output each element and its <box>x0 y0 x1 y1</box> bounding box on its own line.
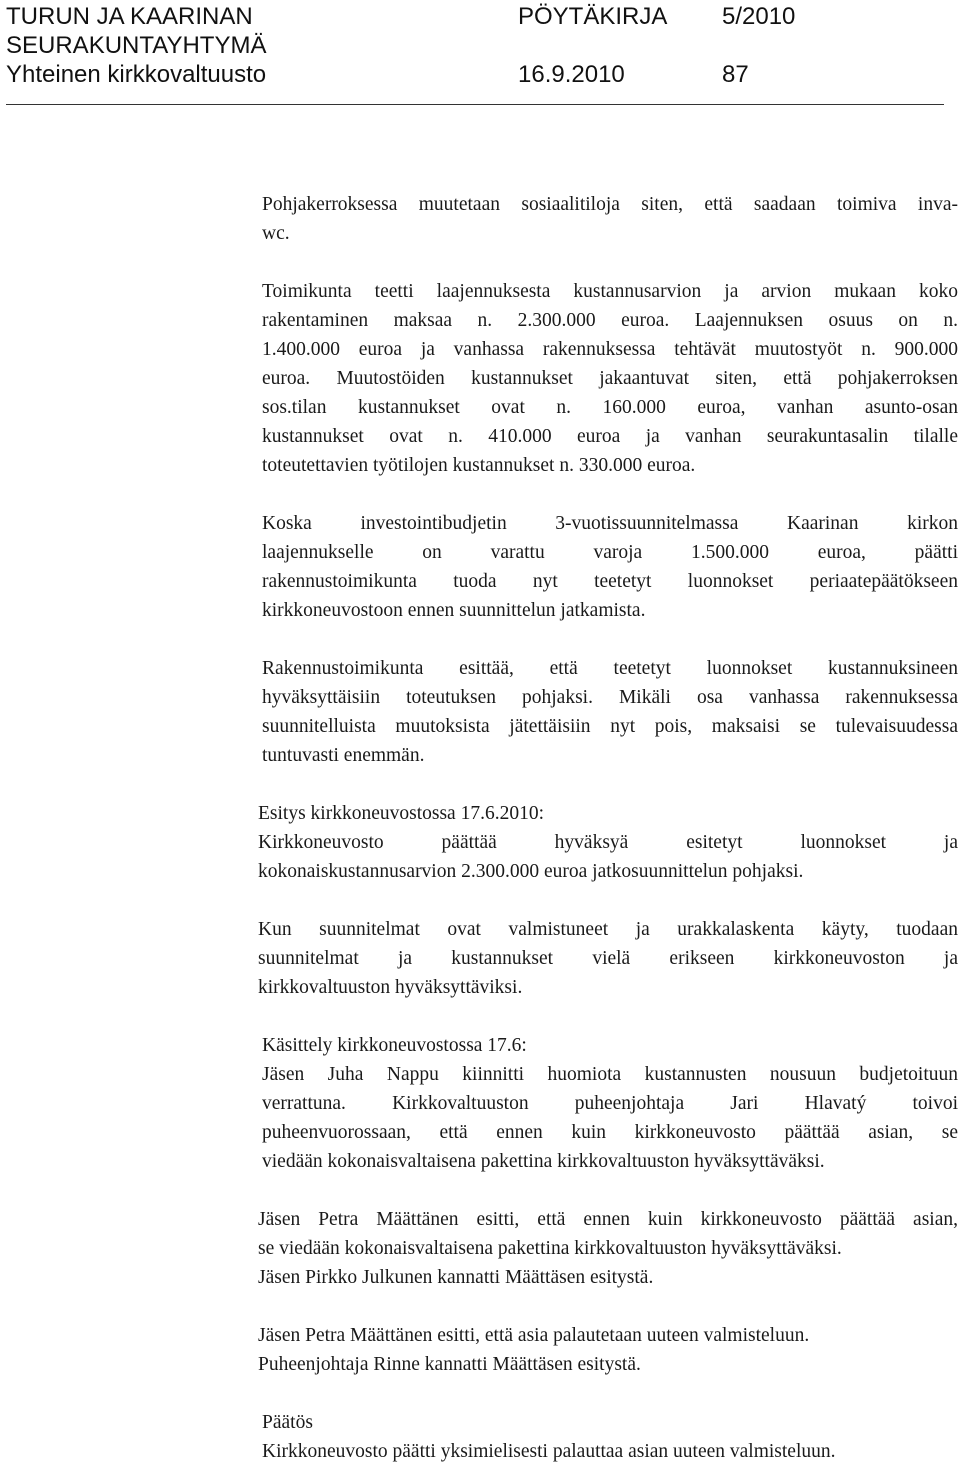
page-number: 87 <box>722 61 749 88</box>
text-line: kirkkoneuvostoon ennen suunnittelun jatkamista. <box>262 600 646 621</box>
text-line: laajennukselle on varattu varoja 1.500.000 euroa, päätti <box>262 542 958 563</box>
paragraph <box>262 277 958 480</box>
header-row-1 <box>6 2 960 31</box>
text-line: tuntuvasti enemmän. <box>262 745 425 766</box>
text-line: toteutettavien työtilojen kustannukset n. 330.000 euroa. <box>262 455 696 476</box>
paragraph <box>262 654 958 770</box>
paragraph <box>258 1321 958 1379</box>
paragraph <box>262 1031 958 1176</box>
text-line: suunnitelluista muutoksista jätettäisiin nyt pois, maksaisi se tulevaisuudessa <box>262 716 958 737</box>
text-line: kustannukset ovat n. 410.000 euroa ja vanhan seurakuntasalin tilalle <box>262 426 958 447</box>
header-divider <box>6 104 944 105</box>
text-line: Toimikunta teetti laajennuksesta kustannusarvion ja arvion mukaan koko <box>262 281 958 302</box>
text-line: Jäsen Petra Määttänen esitti, että asia palautetaan uuteen valmisteluun. <box>258 1325 810 1346</box>
text-line: se viedään kokonaisvaltaisena pakettina kirkkovaltuuston hyväksyttäväksi. <box>258 1238 842 1259</box>
document-number: 5/2010 <box>722 3 796 30</box>
text-line: 1.400.000 euroa ja vanhassa rakennuksessa tehtävät muutostyöt n. 900.000 <box>262 339 958 360</box>
text-line: puheenvuorossaan, että ennen kuin kirkkoneuvosto päättää asian, se <box>262 1122 958 1143</box>
text-line: wc. <box>262 223 290 244</box>
text-line: kokonaiskustannusarvion 2.300.000 euroa jatkosuunnittelun pohjaksi. <box>258 861 804 882</box>
section-heading: Käsittely kirkkoneuvostossa 17.6: <box>262 1035 527 1056</box>
text-line: Pohjakerroksessa muutetaan sosiaalitiloja siten, että saadaan toimiva inva- <box>262 194 958 215</box>
paragraph <box>262 190 958 248</box>
text-line: viedään kokonaisvaltaisena pakettina kirkkovaltuuston hyväksyttäväksi. <box>262 1151 825 1172</box>
document-body <box>0 190 960 1466</box>
text-line: Kun suunnitelmat ovat valmistuneet ja urakkalaskenta käyty, tuodaan <box>258 919 958 940</box>
text-line: sos.tilan kustannukset ovat n. 160.000 euroa, vanhan asunto-osan <box>262 397 958 418</box>
organization-name: TURUN JA KAARINAN <box>6 3 253 30</box>
paragraph <box>262 1408 958 1466</box>
text-line: Kirkkoneuvosto päätti yksimielisesti palauttaa asian uuteen valmisteluun. <box>262 1441 836 1462</box>
text-line: Koska investointibudjetin 3-vuotissuunnitelmassa Kaarinan kirkon <box>262 513 958 534</box>
text-line: Rakennustoimikunta esittää, että teetetyt luonnokset kustannuksineen <box>262 658 958 679</box>
document-header <box>6 2 960 89</box>
document-type: PÖYTÄKIRJA <box>518 3 668 30</box>
header-row-3 <box>6 60 960 89</box>
paragraph <box>258 915 958 1002</box>
text-line: Jäsen Pirkko Julkunen kannatti Määttäsen esitystä. <box>258 1267 654 1288</box>
paragraph <box>258 799 958 886</box>
header-row-2 <box>6 31 960 60</box>
text-line: Kirkkoneuvosto päättää hyväksyä esitetyt luonnokset ja <box>258 832 958 853</box>
text-line: verrattuna. Kirkkovaltuuston puheenjohtaja Jari Hlavatý toivoi <box>262 1093 958 1114</box>
text-line: rakentaminen maksaa n. 2.300.000 euroa. Laajennuksen osuus on n. <box>262 310 958 331</box>
paragraph <box>258 1205 958 1292</box>
meeting-date: 16.9.2010 <box>518 61 625 88</box>
text-line: Puheenjohtaja Rinne kannatti Määttäsen esitystä. <box>258 1354 641 1375</box>
section-heading: Esitys kirkkoneuvostossa 17.6.2010: <box>258 803 544 824</box>
text-line: hyväksyttäisiin toteutuksen pohjaksi. Mikäli osa vanhassa rakennuksessa <box>262 687 958 708</box>
text-line: euroa. Muutostöiden kustannukset jakaantuvat siten, että pohjakerroksen <box>262 368 958 389</box>
paragraph <box>262 509 958 625</box>
organization-name-line2: SEURAKUNTAYHTYMÄ <box>6 32 267 59</box>
text-line: suunnitelmat ja kustannukset vielä erikseen kirkkoneuvoston ja <box>258 948 958 969</box>
text-line: Jäsen Petra Määttänen esitti, että ennen kuin kirkkoneuvosto päättää asian, <box>258 1209 958 1230</box>
text-line: rakennustoimikunta tuoda nyt teetetyt luonnokset periaatepäätökseen <box>262 571 958 592</box>
text-line: kirkkovaltuuston hyväksyttäviksi. <box>258 977 523 998</box>
governing-body: Yhteinen kirkkovaltuusto <box>6 61 267 88</box>
decision-heading: Päätös <box>262 1412 313 1433</box>
text-line: Jäsen Juha Nappu kiinnitti huomiota kustannusten nousuun budjetoituun <box>262 1064 958 1085</box>
